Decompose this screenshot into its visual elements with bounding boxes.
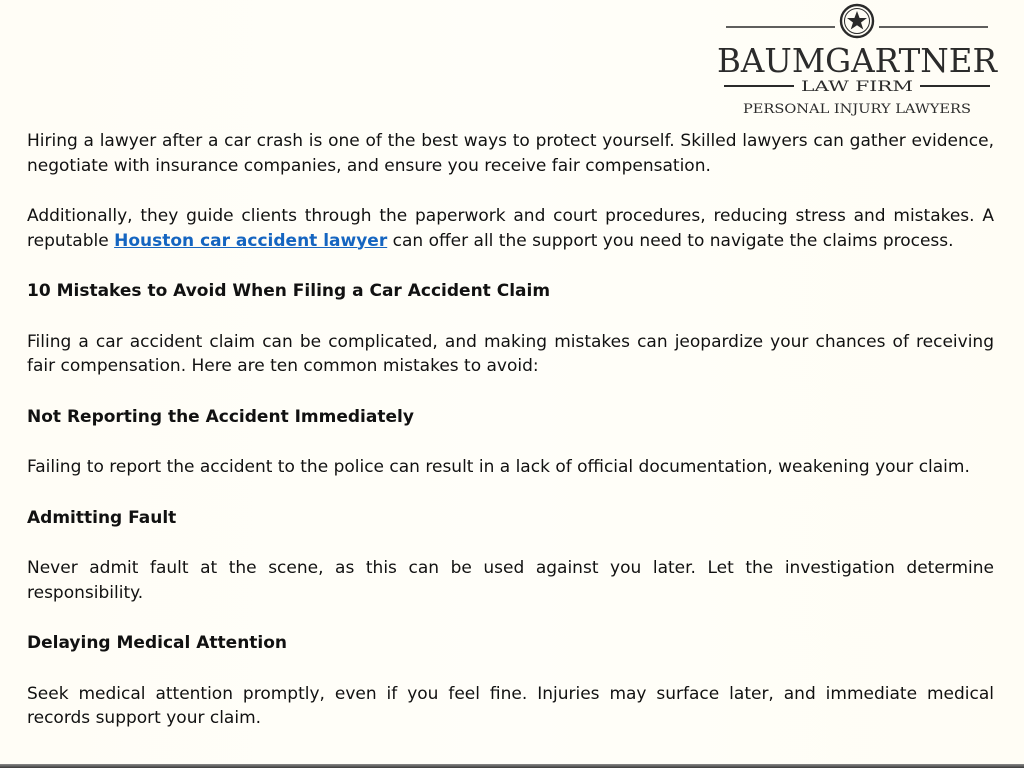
bottom-divider <box>0 764 1024 768</box>
houston-lawyer-link[interactable]: Houston car accident lawyer <box>114 230 388 251</box>
paragraph-admitting-fault: Never admit fault at the scene, as this can be used against you later. Let the investigation determine responsibility. <box>27 558 994 603</box>
heading-ten-mistakes: 10 Mistakes to Avoid When Filing a Car Accident Claim <box>27 281 551 301</box>
logo-name: BAUMGARTNER <box>717 41 999 80</box>
paragraph-filing-claim: Filing a car accident claim can be complicated, and making mistakes can jeopardize your chances of receiving fair compensation. Here are ten common mistakes to avoid: <box>27 331 994 376</box>
article-body <box>27 129 994 757</box>
heading-admitting-fault: Admitting Fault <box>27 507 177 528</box>
paragraph-not-reporting: Failing to report the accident to the police can result in a lack of official documentation, weakening your claim. <box>27 457 970 477</box>
logo-tagline: PERSONAL INJURY LAWYERS <box>743 102 971 117</box>
star-emblem-icon <box>841 5 873 37</box>
logo-sub: LAW FIRM <box>801 79 913 95</box>
heading-delaying-medical: Delaying Medical Attention <box>27 633 288 653</box>
paragraph-additional-text-after: can offer all the support you need to navigate the claims process. <box>387 230 954 251</box>
paragraph-additional-text-before: Additionally, they guide clients through the paperwork and court procedures, reducing stress and mistakes. A reputable <box>27 206 994 251</box>
heading-not-reporting: Not Reporting the Accident Immediately <box>27 406 414 427</box>
paragraph-intro: Hiring a lawyer after a car crash is one of the best ways to protect yourself. Skilled lawyers can gather evidence, negotiate with insurance companies, and ensure you receive fair compensation. <box>27 131 994 176</box>
paragraph-additional <box>27 204 994 253</box>
firm-logo <box>714 0 1000 122</box>
paragraph-delaying-medical: Seek medical attention promptly, even if you feel fine. Injuries may surface later, and immediate medical records support your claim. <box>27 683 994 728</box>
firm-logo-graphic <box>714 0 1000 122</box>
